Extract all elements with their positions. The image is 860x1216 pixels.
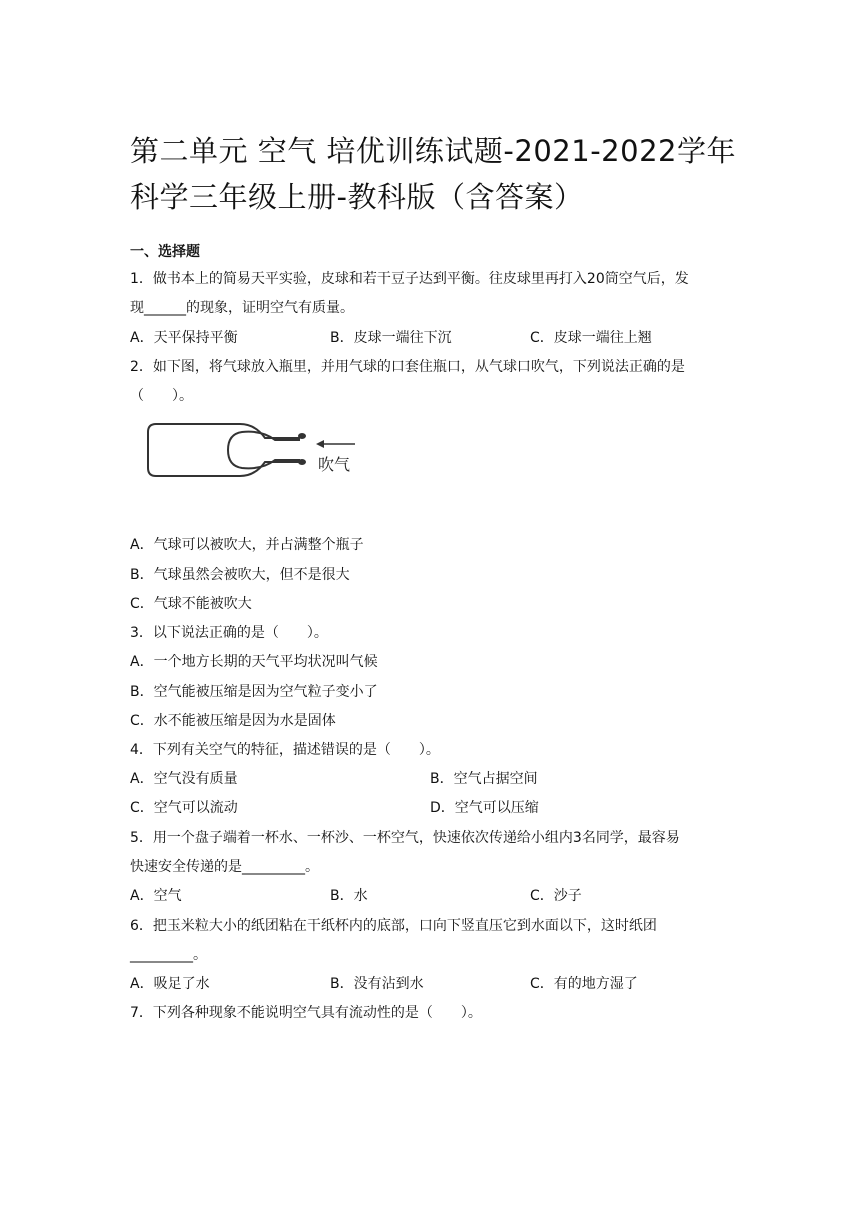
question-3-option-a: A．一个地方长期的天气平均状况叫气候 — [130, 654, 378, 670]
question-2-option-c: C．气球不能被吹大 — [130, 596, 252, 612]
question-6-line-1: 6．把玉米粒大小的纸团粘在干纸杯内的底部，口向下竖直压它到水面以下，这时纸团 — [130, 918, 657, 934]
question-3-option-b: B．空气能被压缩是因为空气粒子变小了 — [130, 684, 378, 700]
question-5-option-a: A．空气 — [130, 888, 182, 904]
blow-label: 吹气 — [318, 455, 351, 474]
question-1-option-b: B．皮球一端往下沉 — [330, 330, 452, 346]
question-6-option-b: B．没有沾到水 — [330, 976, 424, 992]
question-2-line-2: （ ）。 — [130, 388, 193, 404]
question-2-option-a: A．气球可以被吹大，并占满整个瓶子 — [130, 537, 364, 553]
balloon-bottle-figure — [140, 418, 380, 492]
question-2-line-1: 2．如下图，将气球放入瓶里，并用气球的口套住瓶口，从气球口吹气，下列说法正确的是 — [130, 359, 685, 375]
question-4-line-1: 4．下列有关空气的特征，描述错误的是（ ）。 — [130, 742, 440, 758]
balloon-bottle-diagram — [140, 418, 380, 488]
question-5-option-b: B．水 — [330, 888, 368, 904]
question-1-option-a: A．天平保持平衡 — [130, 330, 238, 346]
question-3-line-1: 3．以下说法正确的是（ ）。 — [130, 625, 328, 641]
section-heading: 一、选择题 — [130, 244, 200, 260]
question-4-option-c: C．空气可以流动 — [130, 800, 238, 816]
question-6-option-a: A．吸足了水 — [130, 976, 210, 992]
question-5-option-c: C．沙子 — [530, 888, 582, 904]
question-5-line-2: 快速安全传递的是_________。 — [130, 859, 319, 875]
question-4-option-b: B．空气占据空间 — [430, 771, 538, 787]
question-4-option-a: A．空气没有质量 — [130, 771, 238, 787]
question-5-line-1: 5．用一个盘子端着一杯水、一杯沙、一杯空气，快速依次传递给小组内3名同学，最容易 — [130, 830, 680, 846]
bottle-outline — [148, 424, 300, 476]
question-1-option-c: C．皮球一端往上翘 — [530, 330, 652, 346]
arrow-head — [316, 440, 324, 448]
question-6-option-c: C．有的地方湿了 — [530, 976, 638, 992]
question-1-line-2: 现______的现象，证明空气有质量。 — [130, 300, 354, 316]
balloon-neck-bottom — [298, 459, 306, 465]
balloon-neck-top — [298, 433, 306, 439]
question-1-line-1: 1．做书本上的简易天平实验，皮球和若干豆子达到平衡。往皮球里再打入20筒空气后，发 — [130, 271, 689, 287]
question-3-option-c: C．水不能被压缩是因为水是固体 — [130, 713, 336, 729]
document-title: 第二单元 空气 培优训练试题-2021-2022学年科学三年级上册-教科版（含答案） — [130, 134, 736, 214]
question-7-line-1: 7．下列各种现象不能说明空气具有流动性的是（ ）。 — [130, 1005, 482, 1021]
question-2-option-b: B．气球虽然会被吹大，但不是很大 — [130, 567, 350, 583]
question-4-option-d: D．空气可以压缩 — [430, 800, 539, 816]
question-6-line-2: _________。 — [130, 947, 207, 963]
